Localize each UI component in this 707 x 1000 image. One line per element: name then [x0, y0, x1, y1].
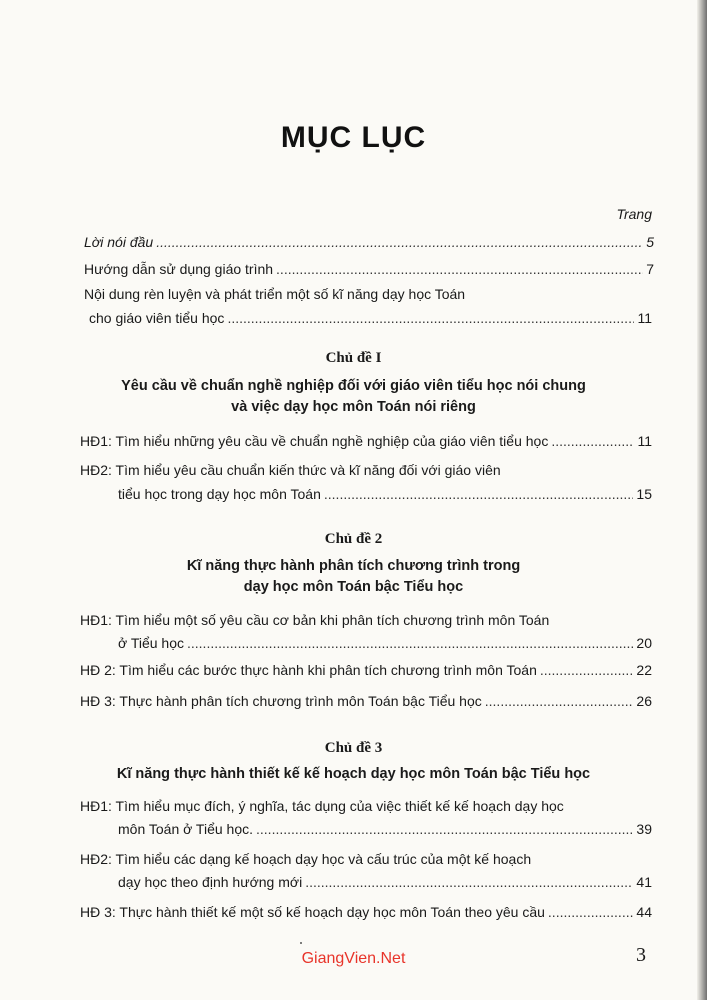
toc-leader-dots — [551, 432, 634, 450]
toc-entry-text: HĐ 3: Thực hành thiết kế một số kế hoạch dạy học môn Toán theo yêu cầu — [80, 904, 545, 920]
toc-leader-dots — [156, 233, 643, 251]
toc-entry-page: 5 — [646, 234, 654, 250]
toc-entry-text-line1: HĐ1: Tìm hiểu mục đích, ý nghĩa, tác dụng của việc thiết kế kế hoạch dạy học — [80, 798, 564, 814]
toc-entry-page: 11 — [637, 433, 652, 449]
toc-entry-text: môn Toán ở Tiểu học. — [118, 821, 254, 837]
toc-entry-page: 7 — [646, 261, 654, 277]
page-title: MỤC LỤC — [280, 121, 427, 154]
toc-entry-text-line1: HĐ2: Tìm hiểu yêu cầu chuẩn kiến thức và kĩ năng đối với giáo viên — [80, 462, 501, 478]
topic-3-title-line1: Kĩ năng thực hành thiết kế kế hoạch dạy học môn Toán bậc Tiểu học — [116, 766, 591, 782]
toc-leader-dots — [548, 903, 634, 921]
topic-1-title-line2: và việc dạy học môn Toán nói riêng — [231, 399, 476, 415]
toc-entry-text-line1: HĐ1: Tìm hiểu một số yêu cầu cơ bản khi phân tích chương trình môn Toán — [80, 612, 550, 628]
toc-entry-topic3-hd3[interactable] — [80, 903, 652, 921]
toc-entry-text: cho giáo viên tiểu học — [89, 310, 225, 326]
toc-entry-page: 22 — [636, 662, 652, 678]
toc-entry-page: 20 — [636, 635, 652, 651]
topic-3-number: Chủ đề 3 — [324, 740, 383, 756]
toc-entry-text: HĐ1: Tìm hiểu những yêu cầu về chuẩn nghề nghiệp của giáo viên tiểu học — [80, 433, 549, 449]
toc-entry-topic3-hd1[interactable] — [118, 820, 652, 838]
toc-leader-dots — [540, 661, 634, 679]
toc-entry-text-line1: HĐ2: Tìm hiểu các dạng kế hoạch dạy học và cấu trúc của một kế hoạch — [80, 851, 532, 867]
toc-entry-text: Lời nói đầu — [84, 234, 154, 250]
toc-leader-dots — [276, 260, 643, 278]
toc-leader-dots — [485, 692, 634, 710]
toc-entry-text: dạy học theo định hướng mới — [118, 874, 303, 890]
toc-entry-guide[interactable] — [84, 260, 654, 278]
scan-speck — [300, 942, 302, 944]
toc-entry-page: 11 — [637, 310, 652, 326]
toc-entry-content[interactable] — [89, 309, 652, 327]
toc-entry-topic2-hd2[interactable] — [80, 661, 652, 679]
toc-entry-page: 39 — [636, 821, 652, 837]
topic-1-number: Chủ đề I — [325, 350, 382, 366]
toc-entry-topic2-hd1[interactable] — [118, 634, 652, 652]
topic-2-title-line1: Kĩ năng thực hành phân tích chương trình trong — [186, 558, 521, 574]
page-column-label: Trang — [616, 206, 652, 222]
toc-entry-topic1-hd1[interactable] — [80, 432, 652, 450]
toc-leader-dots — [324, 485, 634, 503]
toc-entry-topic1-hd2[interactable] — [118, 485, 652, 503]
toc-entry-text: HĐ 3: Thực hành phân tích chương trình môn Toán bậc Tiểu học — [80, 693, 482, 709]
toc-leader-dots — [227, 309, 634, 327]
topic-2-title-line2: dạy học môn Toán bậc Tiểu học — [243, 579, 464, 595]
toc-leader-dots — [305, 873, 633, 891]
watermark: GiangVien.Net — [301, 950, 406, 967]
toc-entry-page: 26 — [636, 693, 652, 709]
toc-entry-text: Hướng dẫn sử dụng giáo trình — [84, 261, 274, 277]
toc-entry-text: ở Tiểu học — [118, 635, 184, 651]
toc-entry-preface[interactable] — [84, 233, 654, 251]
toc-entry-page: 41 — [636, 874, 652, 890]
toc-leader-dots — [187, 634, 633, 652]
toc-entry-page: 15 — [636, 486, 652, 502]
toc-entry-text-line1: Nội dung rèn luyện và phát triển một số kĩ năng dạy học Toán — [84, 286, 466, 302]
toc-entry-topic2-hd3[interactable] — [80, 692, 652, 710]
toc-entry-text: HĐ 2: Tìm hiểu các bước thực hành khi phân tích chương trình môn Toán — [80, 662, 537, 678]
topic-1-title-line1: Yêu cầu về chuẩn nghề nghiệp đối với giáo viên tiểu học nói chung — [121, 378, 586, 394]
toc-entry-page: 44 — [636, 904, 652, 920]
toc-entry-topic3-hd2[interactable] — [118, 873, 652, 891]
toc-leader-dots — [256, 820, 633, 838]
page-number: 3 — [636, 944, 646, 966]
toc-entry-text: tiểu học trong dạy học môn Toán — [118, 486, 321, 502]
topic-2-number: Chủ đề 2 — [324, 531, 383, 547]
